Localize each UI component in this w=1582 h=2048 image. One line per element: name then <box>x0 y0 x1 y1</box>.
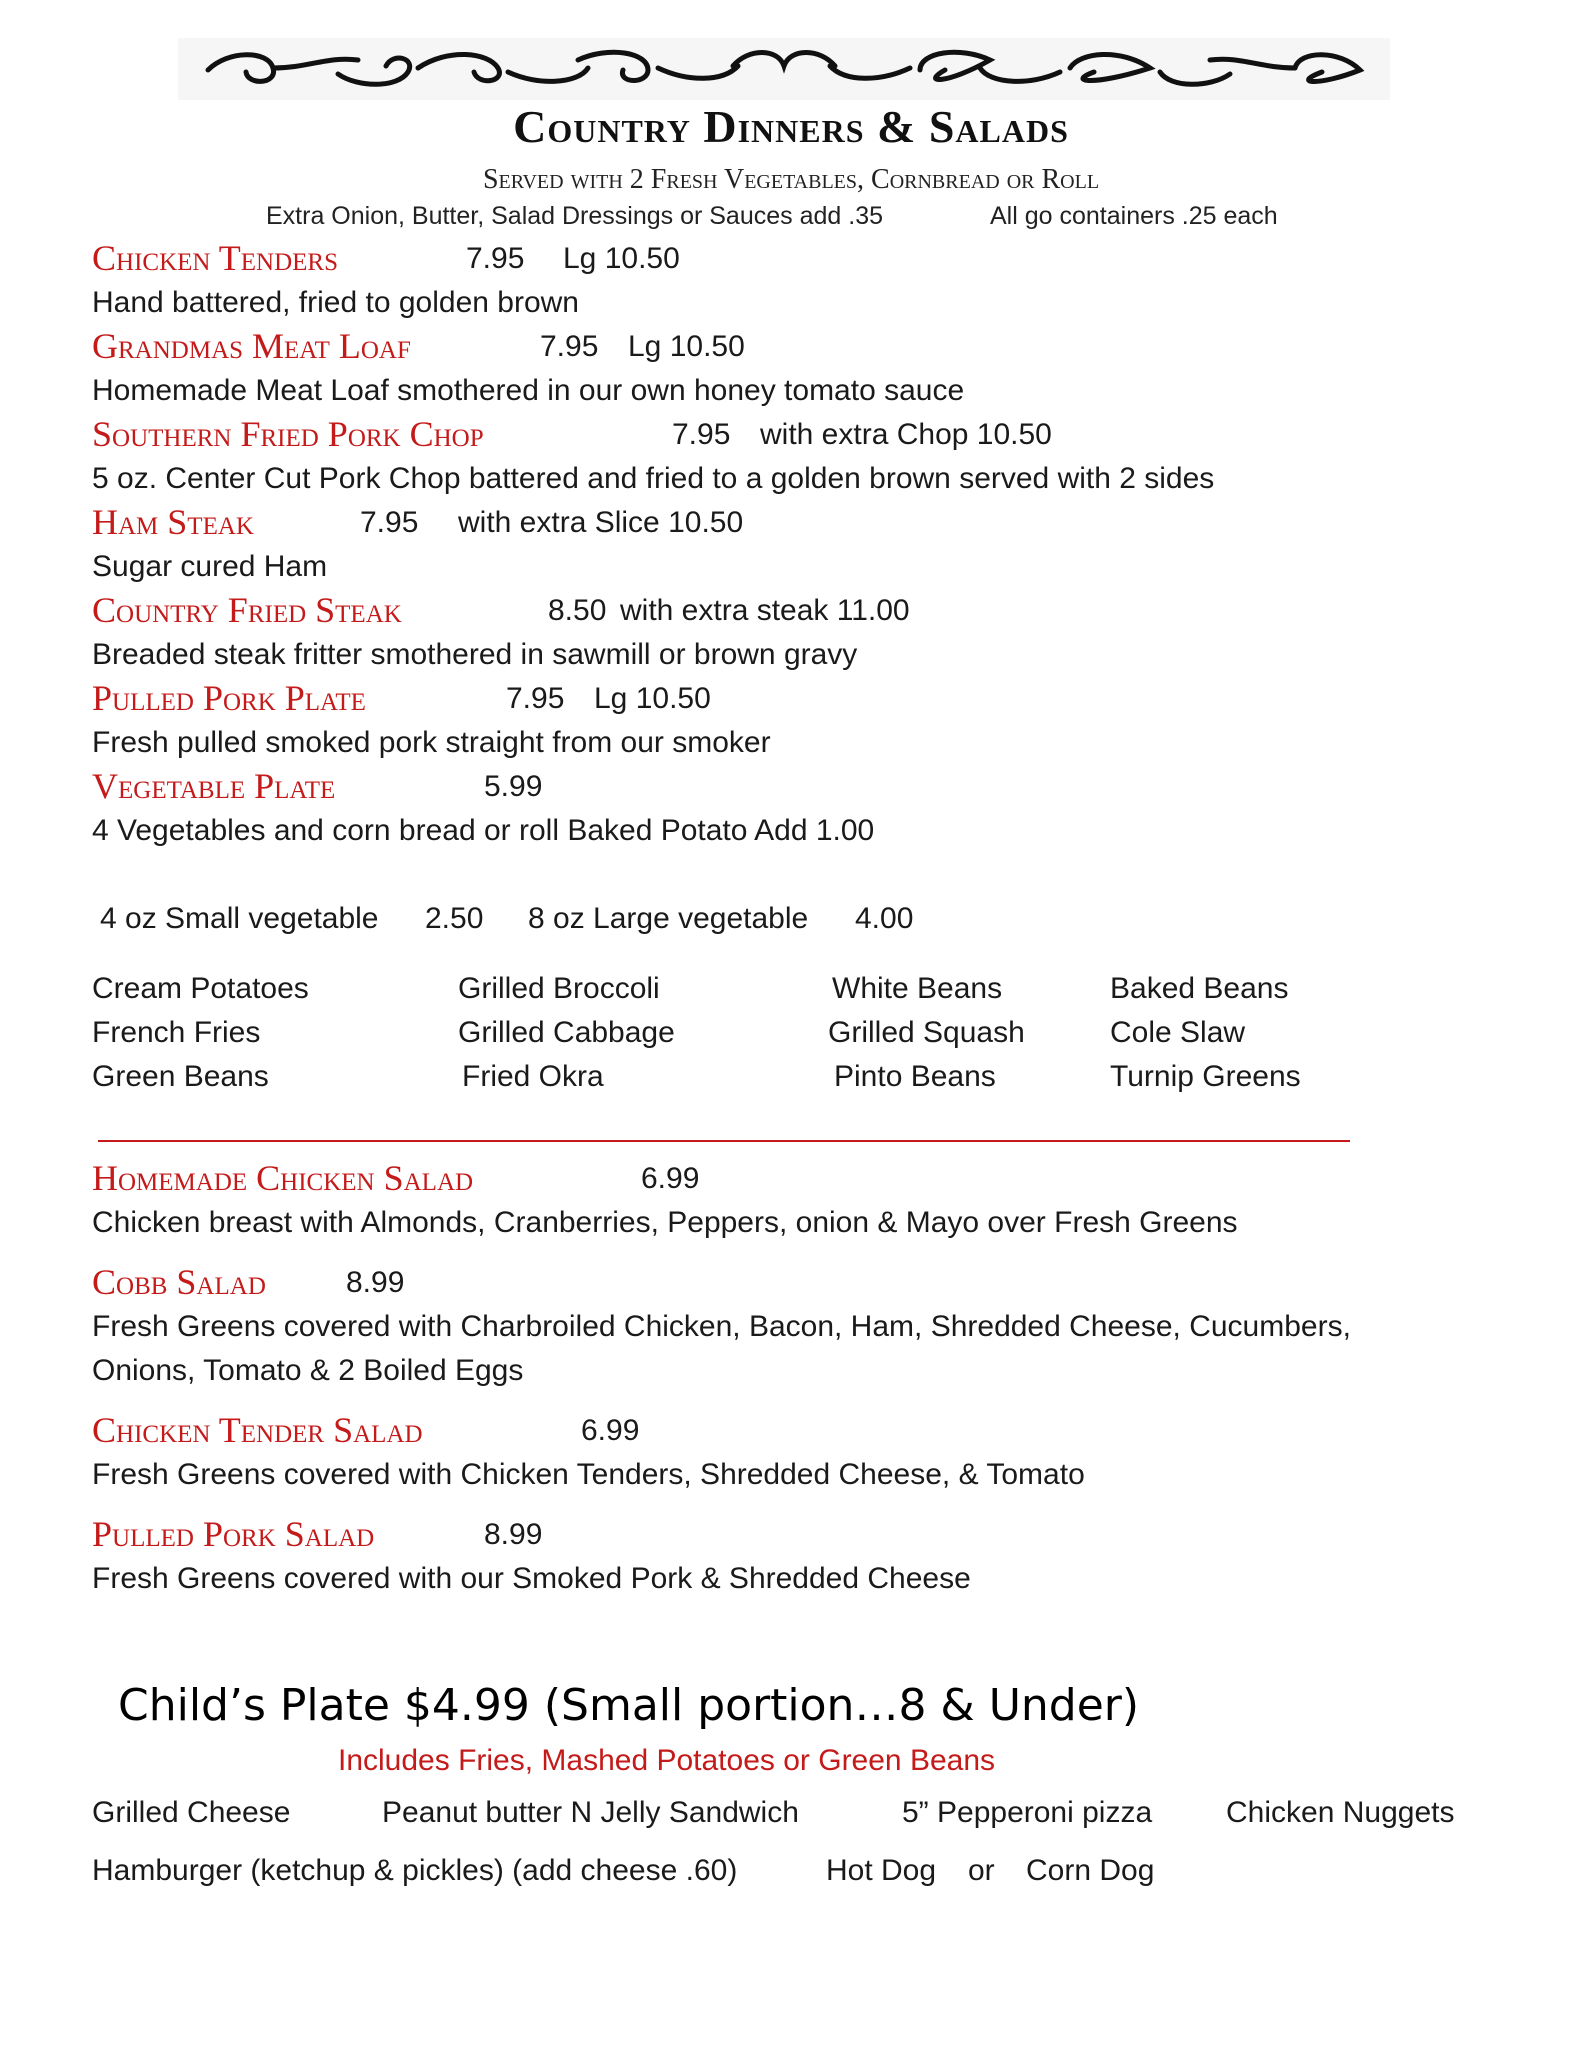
dinner-description: Fresh pulled smoked pork straight from our smoker <box>92 726 771 759</box>
child-item: Chicken Nuggets <box>1226 1796 1455 1829</box>
dinner-name: Grandmas Meat Loaf <box>92 326 411 366</box>
child-item: Peanut butter N Jelly Sandwich <box>382 1796 799 1829</box>
dinner-extra-price: Lg 10.50 <box>563 242 680 275</box>
child-item: Grilled Cheese <box>92 1796 291 1829</box>
vegetable-item: Pinto Beans <box>834 1060 996 1093</box>
child-item: Hamburger (ketchup & pickles) (add cheese .60) <box>92 1854 738 1887</box>
header-ornament <box>178 38 1390 100</box>
dinner-description: Hand battered, fried to golden brown <box>92 286 579 319</box>
child-item: Corn Dog <box>1026 1854 1155 1887</box>
dinner-price: 5.99 <box>484 770 543 803</box>
vegetable-item: Grilled Cabbage <box>458 1016 675 1049</box>
menu-subtitle: Served with 2 Fresh Vegetables, Cornbread or Roll <box>482 164 1100 195</box>
section-divider <box>98 1140 1350 1142</box>
dinner-name: Chicken Tenders <box>92 238 339 278</box>
vegetable-item: Baked Beans <box>1110 972 1289 1005</box>
dinner-description: Breaded steak fritter smothered in sawmill or brown gravy <box>92 638 858 671</box>
dinner-name: Pulled Pork Plate <box>92 678 366 718</box>
salad-description: Chicken breast with Almonds, Cranberries, Peppers, onion & Mayo over Fresh Greens <box>92 1206 1238 1239</box>
vegetable-item: Green Beans <box>92 1060 269 1093</box>
flourish-icon <box>178 38 1390 100</box>
dinner-description: Sugar cured Ham <box>92 550 328 583</box>
salad-description: Fresh Greens covered with Chicken Tenders, Shredded Cheese, & Tomato <box>92 1458 1085 1491</box>
dinner-extra-price: with extra Chop 10.50 <box>760 418 1052 451</box>
dinner-description: 5 oz. Center Cut Pork Chop battered and fried to a golden brown served with 2 sides <box>92 462 1215 495</box>
containers-note: All go containers .25 each <box>990 202 1278 230</box>
vegetable-item: Cream Potatoes <box>92 972 309 1005</box>
dinner-price: 7.95 <box>540 330 599 363</box>
salad-name: Cobb Salad <box>92 1262 266 1302</box>
vegetable-item: White Beans <box>832 972 1003 1005</box>
child-item: 5” Pepperoni pizza <box>902 1796 1153 1829</box>
salad-name: Homemade Chicken Salad <box>92 1158 474 1198</box>
small-vegetable-price: 2.50 <box>425 902 484 935</box>
salad-price: 6.99 <box>641 1162 700 1195</box>
salad-price: 8.99 <box>484 1518 543 1551</box>
child-item-connector: or <box>968 1854 995 1887</box>
dinner-description: 4 Vegetables and corn bread or roll Baked Potato Add 1.00 <box>92 814 875 847</box>
salad-description: Onions, Tomato & 2 Boiled Eggs <box>92 1354 524 1387</box>
vegetable-item: Turnip Greens <box>1110 1060 1301 1093</box>
dinner-name: Ham Steak <box>92 502 254 542</box>
dinner-extra-price: with extra steak 11.00 <box>620 594 910 627</box>
dinner-price: 8.50 <box>548 594 607 627</box>
extras-note: Extra Onion, Butter, Salad Dressings or Sauces add .35 <box>266 202 884 230</box>
vegetable-item: Fried Okra <box>462 1060 604 1093</box>
menu-title: Country Dinners & Salads <box>513 101 1069 152</box>
salad-price: 8.99 <box>346 1266 405 1299</box>
dinner-extra-price: with extra Slice 10.50 <box>458 506 744 539</box>
childs-plate-title: Child’s Plate $4.99 (Small portion…8 & Under) <box>118 1680 1140 1731</box>
dinner-name: Vegetable Plate <box>92 766 336 806</box>
salad-price: 6.99 <box>581 1414 640 1447</box>
child-item: Hot Dog <box>826 1854 937 1887</box>
dinner-price: 7.95 <box>672 418 731 451</box>
vegetable-item: Cole Slaw <box>1110 1016 1246 1049</box>
large-vegetable-label: 8 oz Large vegetable <box>528 902 809 935</box>
childs-plate-subtitle: Includes Fries, Mashed Potatoes or Green Beans <box>338 1744 996 1777</box>
dinner-price: 7.95 <box>506 682 565 715</box>
salad-description: Fresh Greens covered with our Smoked Pork & Shredded Cheese <box>92 1562 971 1595</box>
salad-name: Chicken Tender Salad <box>92 1410 423 1450</box>
large-vegetable-price: 4.00 <box>855 902 914 935</box>
dinner-price: 7.95 <box>360 506 419 539</box>
salad-name: Pulled Pork Salad <box>92 1514 375 1554</box>
dinner-extra-price: Lg 10.50 <box>628 330 745 363</box>
small-vegetable-label: 4 oz Small vegetable <box>100 902 379 935</box>
dinner-name: Southern Fried Pork Chop <box>92 414 484 454</box>
salad-description: Fresh Greens covered with Charbroiled Chicken, Bacon, Ham, Shredded Cheese, Cucumbers, <box>92 1310 1351 1343</box>
dinner-price: 7.95 <box>466 242 525 275</box>
vegetable-item: French Fries <box>92 1016 261 1049</box>
dinner-extra-price: Lg 10.50 <box>594 682 711 715</box>
vegetable-item: Grilled Broccoli <box>458 972 660 1005</box>
dinner-name: Country Fried Steak <box>92 590 402 630</box>
vegetable-item: Grilled Squash <box>828 1016 1025 1049</box>
dinner-description: Homemade Meat Loaf smothered in our own honey tomato sauce <box>92 374 965 407</box>
